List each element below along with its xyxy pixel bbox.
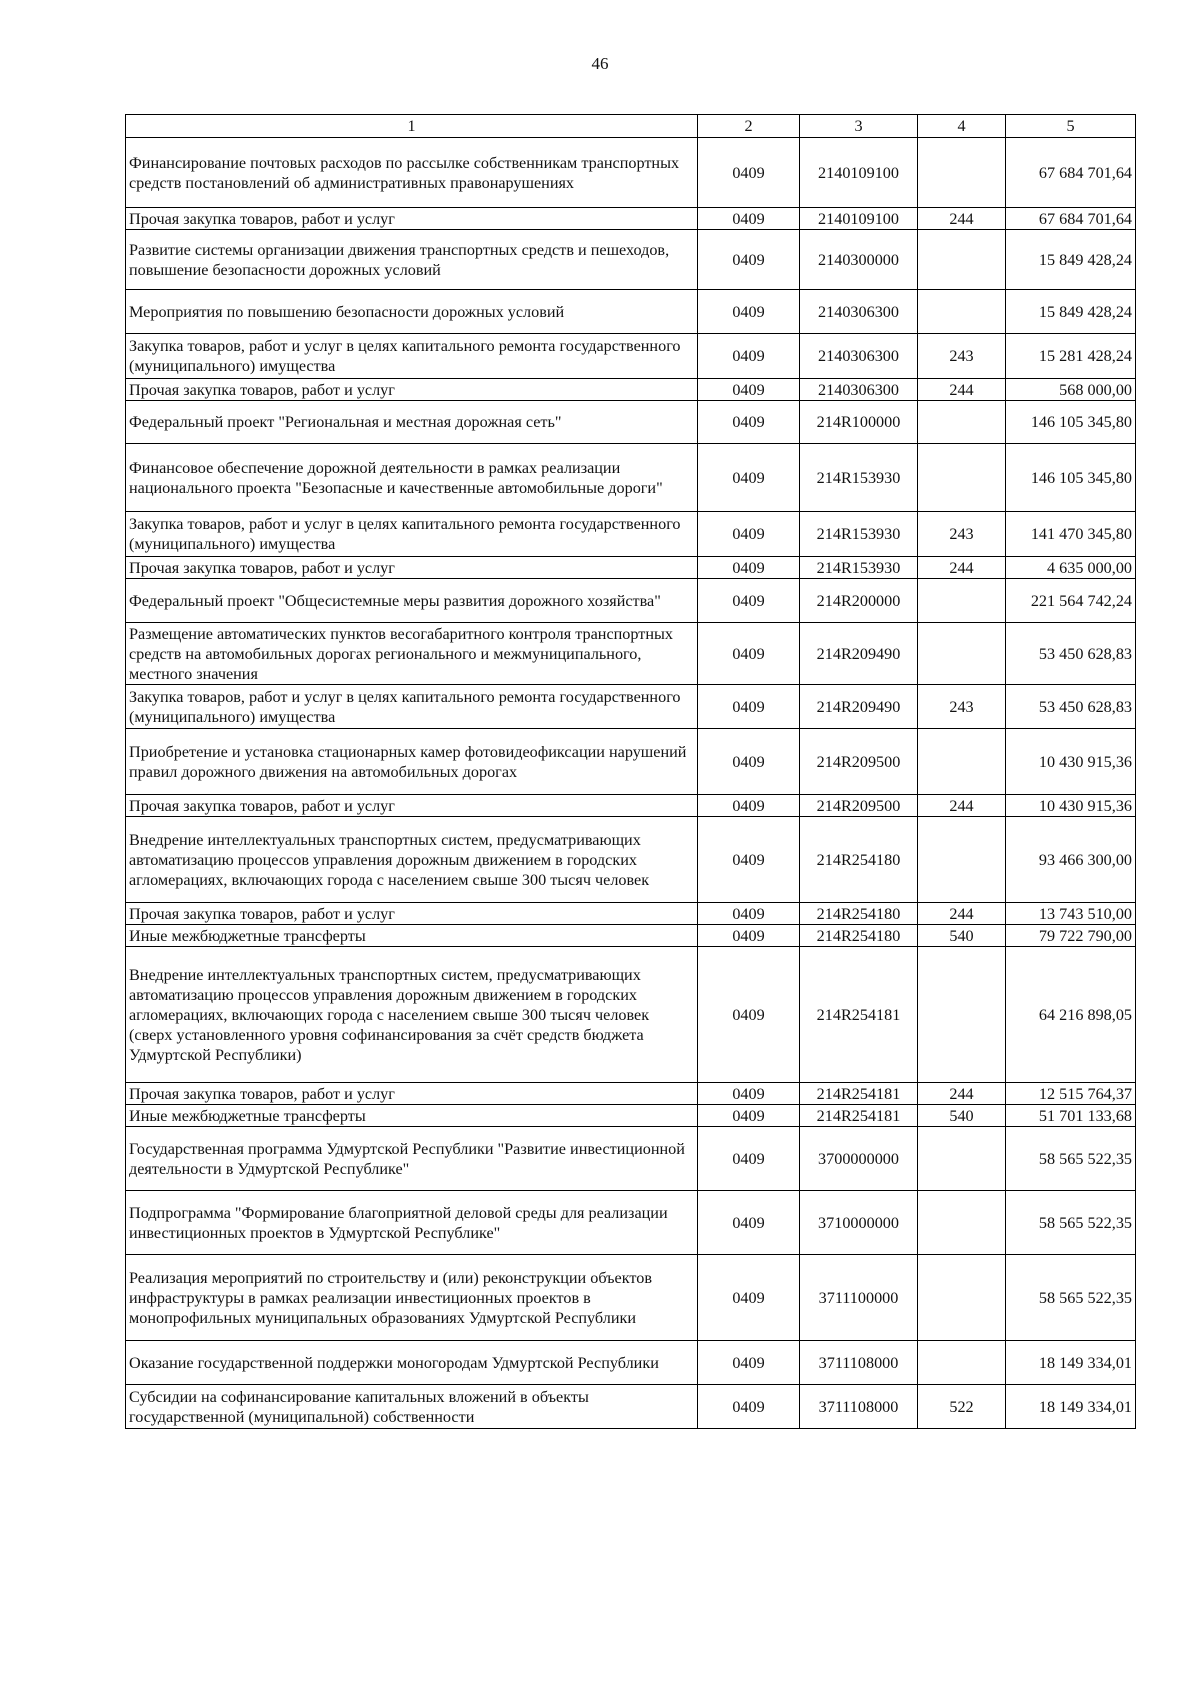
row-target-code: 214R254181 (800, 1083, 918, 1105)
row-target-code: 214R100000 (800, 401, 918, 444)
page-number: 46 (591, 54, 609, 73)
row-target-code: 214R209490 (800, 623, 918, 685)
table-row (126, 1127, 1136, 1191)
row-section-code: 0409 (698, 685, 800, 729)
table-row (126, 1255, 1136, 1341)
row-amount: 12 515 764,37 (1006, 1083, 1136, 1105)
row-expense-type (918, 444, 1006, 512)
row-name: Субсидии на софинансирование капитальных вложений в объекты государственной (муниципальной) собственности (126, 1385, 698, 1429)
row-expense-type: 540 (918, 1105, 1006, 1127)
table-row (126, 444, 1136, 512)
row-target-code: 3710000000 (800, 1191, 918, 1255)
table-row (126, 1083, 1136, 1105)
row-section-code: 0409 (698, 1105, 800, 1127)
row-target-code: 214R254181 (800, 1105, 918, 1127)
row-name: Подпрограмма "Формирование благоприятной деловой среды для реализации инвестиционных проектов в Удмуртской Республике" (126, 1191, 698, 1255)
budget-table (125, 114, 1136, 1429)
row-target-code: 214R200000 (800, 579, 918, 623)
header-col-4: 4 (918, 115, 1006, 138)
row-amount: 18 149 334,01 (1006, 1341, 1136, 1385)
row-amount: 53 450 628,83 (1006, 685, 1136, 729)
row-name: Оказание государственной поддержки моногородам Удмуртской Республики (126, 1341, 698, 1385)
table-row (126, 290, 1136, 334)
row-name: Мероприятия по повышению безопасности дорожных условий (126, 290, 698, 334)
row-amount: 15 281 428,24 (1006, 334, 1136, 379)
table-row (126, 817, 1136, 903)
row-expense-type: 244 (918, 208, 1006, 230)
table-row (126, 903, 1136, 925)
row-target-code: 2140306300 (800, 379, 918, 401)
row-section-code: 0409 (698, 795, 800, 817)
table-row (126, 138, 1136, 208)
row-target-code: 214R153930 (800, 444, 918, 512)
row-amount: 146 105 345,80 (1006, 401, 1136, 444)
row-expense-type: 243 (918, 685, 1006, 729)
row-name: Развитие системы организации движения транспортных средств и пешеходов, повышение безопасности дорожных условий (126, 230, 698, 290)
row-target-code: 214R254180 (800, 925, 918, 947)
row-target-code: 214R209500 (800, 729, 918, 795)
row-amount: 221 564 742,24 (1006, 579, 1136, 623)
row-amount: 141 470 345,80 (1006, 512, 1136, 557)
row-name: Закупка товаров, работ и услуг в целях капитального ремонта государственного (муниципального) имущества (126, 334, 698, 379)
row-expense-type (918, 1127, 1006, 1191)
row-amount: 10 430 915,36 (1006, 795, 1136, 817)
table-row (126, 1105, 1136, 1127)
header-col-5: 5 (1006, 115, 1136, 138)
row-expense-type: 244 (918, 903, 1006, 925)
row-section-code: 0409 (698, 1385, 800, 1429)
row-section-code: 0409 (698, 579, 800, 623)
row-section-code: 0409 (698, 444, 800, 512)
table-row (126, 1191, 1136, 1255)
row-amount: 53 450 628,83 (1006, 623, 1136, 685)
row-amount: 568 000,00 (1006, 379, 1136, 401)
row-name: Размещение автоматических пунктов весогабаритного контроля транспортных средств на автомобильных дорогах регионального и межмуниципального, местного значения (126, 623, 698, 685)
row-amount: 58 565 522,35 (1006, 1127, 1136, 1191)
row-amount: 93 466 300,00 (1006, 817, 1136, 903)
table-row (126, 401, 1136, 444)
row-name: Федеральный проект "Региональная и местная дорожная сеть" (126, 401, 698, 444)
row-section-code: 0409 (698, 1341, 800, 1385)
table-header-row (126, 115, 1136, 138)
row-amount: 15 849 428,24 (1006, 290, 1136, 334)
table-row (126, 1341, 1136, 1385)
row-section-code: 0409 (698, 1191, 800, 1255)
table-row (126, 334, 1136, 379)
row-name: Прочая закупка товаров, работ и услуг (126, 557, 698, 579)
row-target-code: 3711100000 (800, 1255, 918, 1341)
row-amount: 13 743 510,00 (1006, 903, 1136, 925)
row-section-code: 0409 (698, 379, 800, 401)
row-target-code: 214R209500 (800, 795, 918, 817)
header-col-1: 1 (126, 115, 698, 138)
table-row (126, 925, 1136, 947)
table-row (126, 729, 1136, 795)
row-name: Прочая закупка товаров, работ и услуг (126, 903, 698, 925)
row-target-code: 2140109100 (800, 138, 918, 208)
table-row (126, 623, 1136, 685)
table-body (126, 138, 1136, 1429)
row-name: Финансирование почтовых расходов по рассылке собственникам транспортных средств постановлений об административных правонарушениях (126, 138, 698, 208)
row-name: Приобретение и установка стационарных камер фотовидеофиксации нарушений правил дорожного движения на автомобильных дорогах (126, 729, 698, 795)
row-name: Иные межбюджетные трансферты (126, 1105, 698, 1127)
row-amount: 67 684 701,64 (1006, 208, 1136, 230)
row-name: Федеральный проект "Общесистемные меры развития дорожного хозяйства" (126, 579, 698, 623)
row-amount: 51 701 133,68 (1006, 1105, 1136, 1127)
row-section-code: 0409 (698, 1127, 800, 1191)
row-expense-type (918, 579, 1006, 623)
row-amount: 67 684 701,64 (1006, 138, 1136, 208)
row-section-code: 0409 (698, 947, 800, 1083)
table-row (126, 557, 1136, 579)
row-section-code: 0409 (698, 557, 800, 579)
row-amount: 64 216 898,05 (1006, 947, 1136, 1083)
row-expense-type: 540 (918, 925, 1006, 947)
row-expense-type (918, 623, 1006, 685)
row-section-code: 0409 (698, 512, 800, 557)
table-row (126, 1385, 1136, 1429)
row-target-code: 3711108000 (800, 1341, 918, 1385)
row-amount: 4 635 000,00 (1006, 557, 1136, 579)
row-target-code: 214R209490 (800, 685, 918, 729)
row-target-code: 214R153930 (800, 557, 918, 579)
row-section-code: 0409 (698, 729, 800, 795)
row-name: Иные межбюджетные трансферты (126, 925, 698, 947)
row-target-code: 3711108000 (800, 1385, 918, 1429)
row-section-code: 0409 (698, 138, 800, 208)
row-target-code: 2140109100 (800, 208, 918, 230)
row-name: Государственная программа Удмуртской Республики "Развитие инвестиционной деятельности в Удмуртской Республике" (126, 1127, 698, 1191)
row-amount: 58 565 522,35 (1006, 1191, 1136, 1255)
row-name: Закупка товаров, работ и услуг в целях капитального ремонта государственного (муниципального) имущества (126, 685, 698, 729)
row-amount: 10 430 915,36 (1006, 729, 1136, 795)
row-target-code: 2140306300 (800, 334, 918, 379)
table-row (126, 512, 1136, 557)
row-expense-type (918, 1341, 1006, 1385)
table-row (126, 579, 1136, 623)
row-name: Прочая закупка товаров, работ и услуг (126, 208, 698, 230)
row-expense-type: 244 (918, 1083, 1006, 1105)
row-target-code: 214R254181 (800, 947, 918, 1083)
row-expense-type (918, 138, 1006, 208)
table-row (126, 947, 1136, 1083)
row-expense-type: 522 (918, 1385, 1006, 1429)
row-name: Прочая закупка товаров, работ и услуг (126, 1083, 698, 1105)
row-expense-type (918, 729, 1006, 795)
row-name: Прочая закупка товаров, работ и услуг (126, 795, 698, 817)
table-row (126, 379, 1136, 401)
row-target-code: 3700000000 (800, 1127, 918, 1191)
row-amount: 58 565 522,35 (1006, 1255, 1136, 1341)
row-expense-type (918, 401, 1006, 444)
table-row (126, 685, 1136, 729)
header-col-2: 2 (698, 115, 800, 138)
header-col-3: 3 (800, 115, 918, 138)
row-expense-type (918, 230, 1006, 290)
row-name: Внедрение интеллектуальных транспортных систем, предусматривающих автоматизацию процессов управления дорожным движением в городских агломерациях, включающих города с населением свыше 300 тысяч человек (сверх установленного уровня софинансирования за счёт средств бюджета Удмуртской Республики) (126, 947, 698, 1083)
row-amount: 79 722 790,00 (1006, 925, 1136, 947)
row-name: Прочая закупка товаров, работ и услуг (126, 379, 698, 401)
row-expense-type: 243 (918, 334, 1006, 379)
row-section-code: 0409 (698, 334, 800, 379)
row-name: Финансовое обеспечение дорожной деятельности в рамках реализации национального проекта "Безопасные и качественные автомобильные дороги" (126, 444, 698, 512)
row-target-code: 214R153930 (800, 512, 918, 557)
table-row (126, 795, 1136, 817)
row-section-code: 0409 (698, 401, 800, 444)
row-expense-type: 244 (918, 557, 1006, 579)
row-target-code: 2140306300 (800, 290, 918, 334)
row-expense-type (918, 1255, 1006, 1341)
row-section-code: 0409 (698, 208, 800, 230)
row-section-code: 0409 (698, 817, 800, 903)
row-target-code: 214R254180 (800, 817, 918, 903)
row-section-code: 0409 (698, 1083, 800, 1105)
row-section-code: 0409 (698, 903, 800, 925)
row-section-code: 0409 (698, 290, 800, 334)
row-target-code: 214R254180 (800, 903, 918, 925)
table-row (126, 208, 1136, 230)
row-section-code: 0409 (698, 623, 800, 685)
row-expense-type: 243 (918, 512, 1006, 557)
row-section-code: 0409 (698, 1255, 800, 1341)
row-expense-type: 244 (918, 379, 1006, 401)
row-amount: 146 105 345,80 (1006, 444, 1136, 512)
row-expense-type: 244 (918, 795, 1006, 817)
row-name: Закупка товаров, работ и услуг в целях капитального ремонта государственного (муниципального) имущества (126, 512, 698, 557)
row-target-code: 2140300000 (800, 230, 918, 290)
row-expense-type (918, 817, 1006, 903)
row-expense-type (918, 1191, 1006, 1255)
row-expense-type (918, 290, 1006, 334)
row-expense-type (918, 947, 1006, 1083)
row-amount: 18 149 334,01 (1006, 1385, 1136, 1429)
row-section-code: 0409 (698, 230, 800, 290)
table-row (126, 230, 1136, 290)
row-section-code: 0409 (698, 925, 800, 947)
row-name: Реализация мероприятий по строительству и (или) реконструкции объектов инфраструктуры в рамках реализации инвестиционных проектов в монопрофильных муниципальных образованиях Удмуртской Республики (126, 1255, 698, 1341)
row-amount: 15 849 428,24 (1006, 230, 1136, 290)
row-name: Внедрение интеллектуальных транспортных систем, предусматривающих автоматизацию процессов управления дорожным движением в городских агломерациях, включающих города с населением свыше 300 тысяч человек (126, 817, 698, 903)
